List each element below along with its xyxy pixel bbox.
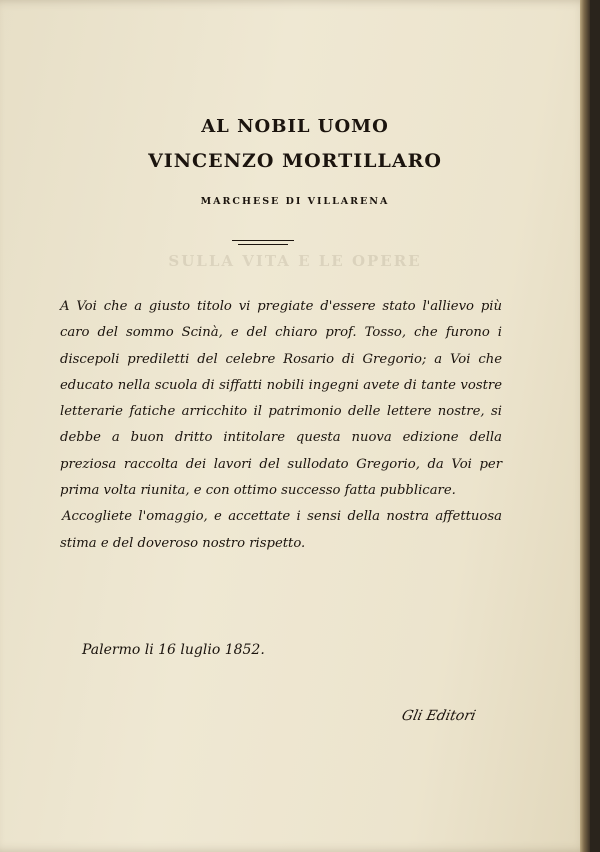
decorative-rule-lower [238,244,288,245]
date-line: Palermo li 16 luglio 1852. [82,642,265,658]
dedication-name: VINCENZO MORTILLARO [148,150,442,172]
dedication-line-1: AL NOBIL UOMO [201,116,389,137]
body-paragraph-2: Accogliete l'omaggio, e accettate i sensi della nostra affettuosa stima e del doveroso nostro rispetto. [60,509,502,551]
show-through-text: SULLA VITA E LE OPERE [168,252,422,270]
dedication-title: MARCHESE DI VILLARENA [200,196,390,207]
dedication-body [60,294,502,557]
decorative-rule [232,240,294,241]
signature: Gli Editori [400,708,478,724]
body-paragraph-1: A Voi che a giusto titolo vi pregiate d'essere stato l'allievo più caro del sommo Scinà, e del chiaro prof. Tosso, che furono i discepoli prediletti del celebre Rosario di Gregorio; a Voi che educato nella scuola di siffatti nobili ingegni avete di tante vostre letterarie fatiche arricchito il patrimonio delle lettere nostre, si debbe a buon dritto intitolare questa nuova edizione della preziosa raccolta dei lavori del sullodato Gregorio, da Voi per prima volta riunita, e con ottimo successo fatta pubblicare. [60,299,502,499]
